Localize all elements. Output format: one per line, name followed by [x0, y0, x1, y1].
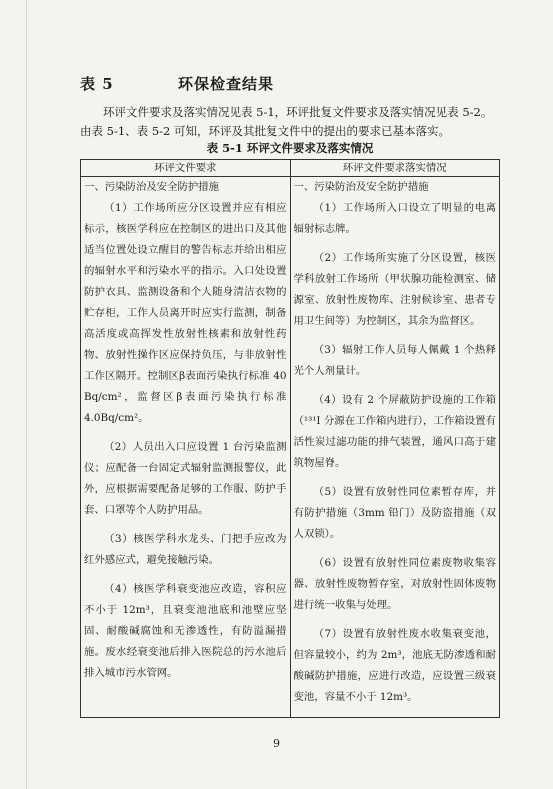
right-paragraph: （5）设置有放射性同位素暂存库，并有防护措施（3mm 铅门）及防盗措施（双人双锁）。: [293, 486, 496, 540]
table-header-row: [81, 160, 500, 177]
header-requirements: 环评文件要求: [81, 160, 291, 177]
table-caption: 表 5-1 环评文件要求及落实情况: [206, 141, 374, 155]
right-paragraph: （4）设有 2 个屏蔽防护设施的工作箱（¹³¹I 分源在工作箱内进行），工作箱设置有活性炭过滤功能的排气装置，通风口高于建筑物屋脊。: [293, 394, 496, 469]
right-paragraph: （7）设置有放射性废水收集衰变池，但容量较小，约为 2m³，池底无防渗透和耐酸碱防护措施，应进行改造，应设置三级衰变池，容量不小于 12m³。: [293, 628, 496, 703]
table-row: [81, 177, 500, 718]
requirements-table: [80, 159, 500, 718]
left-paragraph: （4）核医学科衰变池应改造，容积应不小于 12m³，且衰变池池底和池壁应坚固、耐酸碱腐蚀和无渗透性，有防溢漏措施。废水经衰变池后排入医院总的污水池后排入城市污水管网。: [84, 583, 287, 679]
section-number: 表 5: [80, 75, 114, 93]
right-paragraph: （2）工作场所实施了分区设置，核医学科放射工作场所（甲状腺功能检测室、储源室、放射性废物库、注射候诊室、患者专用卫生间等）为控制区，其余为监督区。: [293, 252, 496, 327]
left-paragraph: （2）人员出入口应设置 1 台污染监测仪；应配备一台固定式辐射监测报警仪，此外，应根据需要配备足够的工作服、防护手套、口罩等个人防护用品。: [84, 441, 287, 516]
header-implementation: 环评文件要求落实情况: [290, 160, 500, 177]
page-number: 9: [273, 737, 280, 750]
right-paragraph: （6）设置有放射性同位素废物收集容器、放射性废物暂存室，对放射性固体废物进行统一收集与处理。: [293, 557, 496, 611]
intro-paragraph: 环评文件要求及落实情况见表 5-1，环评批复文件要求及落实情况见表 5-2。由表 5-1、表 5-2 可知，环评及其批复文件中的提出的要求已基本落实。: [80, 105, 493, 138]
right-paragraph: （3）辐射工作人员每人佩戴 1 个热释光个人剂量计。: [293, 344, 496, 377]
right-paragraph: （1）工作场所入口设立了明显的电离辐射标志牌。: [293, 202, 496, 235]
left-paragraph: （1）工作场所应分区设置并应有相应标示，核医学科应在控制区的进出口及其他适当位置处设立醒目的警告标志并给出相应的辐射水平和污染水平的指示。入口处设置防护衣具、监测设备和个人随身清洁衣物的贮存柜，工作人员离开时应实行监测，制备高活度或高挥发性放射性核素和放射性药物、放射性操作区应保持负压，与非放射性工作区隔开。控制区β表面污染执行标准 40 Bq/cm²，监督区β表面污染执行标准 4.0Bq/cm²。: [84, 202, 287, 424]
requirements-cell: [81, 177, 291, 718]
section-title: [80, 73, 274, 94]
implementation-cell: [290, 177, 500, 718]
left-section-heading: 一、污染防治及安全防护措施: [84, 181, 220, 193]
section-heading: 环保检查结果: [178, 75, 275, 93]
binding-line: [26, 0, 27, 789]
left-paragraph: （3）核医学科水龙头、门把手应改为红外感应式，避免接触污染。: [84, 533, 287, 566]
right-section-heading: 一、污染防治及安全防护措施: [293, 181, 429, 193]
